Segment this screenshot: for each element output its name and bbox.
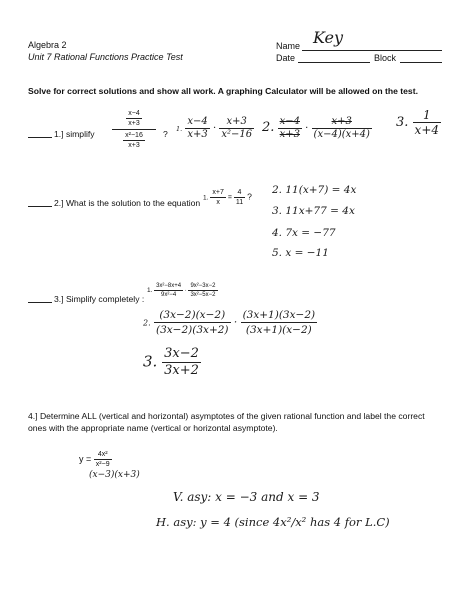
q1-question-mark: ? <box>163 129 168 139</box>
q1-step1-a-den: x+3 <box>187 129 208 140</box>
q3-step3-label: 3. <box>143 352 158 371</box>
q2-step-3: 4. 7x = −77 <box>272 227 336 239</box>
q2-right-den: 11 <box>235 199 244 206</box>
q2-left-num: x+7 <box>212 189 224 196</box>
q2-step-2: 3. 11x+77 = 4x <box>272 205 355 217</box>
q1-step3 <box>396 108 441 137</box>
q2-right-num: 4 <box>234 188 245 198</box>
block-label: Block <box>374 53 397 63</box>
q3-b-num: 9x²−3x−2 <box>190 283 216 289</box>
q3-b-den: 3x²−5x−2 <box>190 292 216 298</box>
q1-step2-a-num: x−4 <box>279 116 300 127</box>
course-name: Algebra 2 <box>28 40 67 50</box>
q2-equation: 1. $\frac{x+7}{x}$ = $\frac{4}{11}$ ? <box>203 189 252 206</box>
q2-eq-label: 1. <box>203 194 209 202</box>
block-line[interactable] <box>400 53 442 63</box>
q1-step1-dot: · <box>212 123 217 134</box>
q4-prompt-line1: 4.] Determine ALL (vertical and horizontal) asymptotes of the given rational function and label the correct <box>28 411 425 421</box>
q3-step2-b-num: (3x+1)(3x−2) <box>242 309 316 321</box>
q1-answer-num: 1 <box>413 108 441 123</box>
q1-step2-b-num: x+3 <box>312 116 372 129</box>
q1-num-den: x+3 <box>128 120 140 127</box>
q4-func-lhs: y = <box>79 453 92 464</box>
q1-label: 1.] simplify <box>54 129 95 139</box>
q3-step2: 2. $\frac{(3x-2)(x-2)}{(3x-2)(3x+2)}$ · $\frac{(3x+1)(3x-2)}{(3x+1)(x-2)}$ <box>143 309 316 336</box>
name-label: Name <box>276 41 301 51</box>
q1-answer-den: x+4 <box>414 123 440 137</box>
q1-step2-label: 2. <box>262 120 275 135</box>
q1-num-num: x−4 <box>128 110 140 117</box>
q3-step2-label: 2. <box>143 318 151 328</box>
q2-answer-blank[interactable] <box>28 197 52 207</box>
q3-answer-blank[interactable] <box>28 293 52 303</box>
q4-vertical-asymptote: V. asy: x = −3 and x = 3 <box>173 490 320 504</box>
q1-answer-blank[interactable] <box>28 128 52 138</box>
q4-factored: (x−3)(x+3) <box>89 470 140 480</box>
q1-step2: 2. $\frac{x-4}{x+3}$ · $\frac{x+3}{(x-4)(x+4)}$ <box>262 116 370 140</box>
q1-step2-a-den: x+3 <box>279 129 300 140</box>
q1-step1-a-num: x−4 <box>187 116 208 127</box>
q1-step1-b-den: x²−16 <box>221 129 253 140</box>
q1-step1 <box>176 116 254 141</box>
q1-complex-fraction <box>112 109 156 150</box>
q4-func-num: 4x² <box>94 450 112 460</box>
q1-step3-label: 3. <box>396 115 409 130</box>
q3-expression: 1. $\frac{\text{3x²−8x+4}}{\text{9x²−4}}$ · $\frac{\text{9x²−3x−2}}{\text{3x²−5x−2}}$ <box>147 283 216 298</box>
q2-label: 2.] What is the solution to the equation <box>54 198 201 208</box>
q3-step2-a-num: (3x−2)(x−2) <box>154 308 231 323</box>
q3-expr-label: 1. <box>147 287 153 295</box>
q2-question-mark: ? <box>247 191 252 202</box>
q4-function <box>79 450 112 469</box>
page-title: Unit 7 Rational Functions Practice Test <box>28 52 183 62</box>
q4-prompt-line2: ones with the appropriate name (vertical or horizontal asymptote). <box>28 423 278 433</box>
instructions: Solve for correct solutions and show all work. A graphing Calculator will be allowed on the test. <box>28 86 418 96</box>
q1-step1-label: 1. <box>176 125 183 133</box>
q2-left-den: x <box>216 199 220 206</box>
q1-step1-b-num: x+3 <box>219 116 254 129</box>
q4-horizontal-asymptote: H. asy: y = 4 (since 4x²/x² has 4 for L.C) <box>156 515 390 529</box>
q3-answer-num: 3x−2 <box>164 346 199 361</box>
q3-step2-b-den: (3x+1)(x−2) <box>245 324 312 336</box>
q1-step2-b-den: (x−4)(x+4) <box>313 129 370 140</box>
date-line[interactable] <box>298 53 370 63</box>
q1-den-den: x+3 <box>128 142 140 149</box>
q3-label: 3.] Simplify completely : <box>54 294 145 304</box>
q3-answer <box>143 346 201 379</box>
q1-den-num: x²−16 <box>125 132 143 139</box>
q3-step2-a-den: (3x−2)(3x+2) <box>155 324 229 336</box>
q2-step-4: 5. x = −11 <box>272 247 329 259</box>
q3-answer-den: 3x+2 <box>164 363 199 378</box>
date-label: Date <box>276 53 296 63</box>
name-value: Key <box>313 28 344 47</box>
q4-func-den: x²−9 <box>95 461 110 468</box>
q3-a-num: 3x²−8x+4 <box>156 283 182 289</box>
q2-step-1: 2. 11(x+7) = 4x <box>272 184 357 196</box>
q3-a-den: 9x²−4 <box>161 292 177 298</box>
